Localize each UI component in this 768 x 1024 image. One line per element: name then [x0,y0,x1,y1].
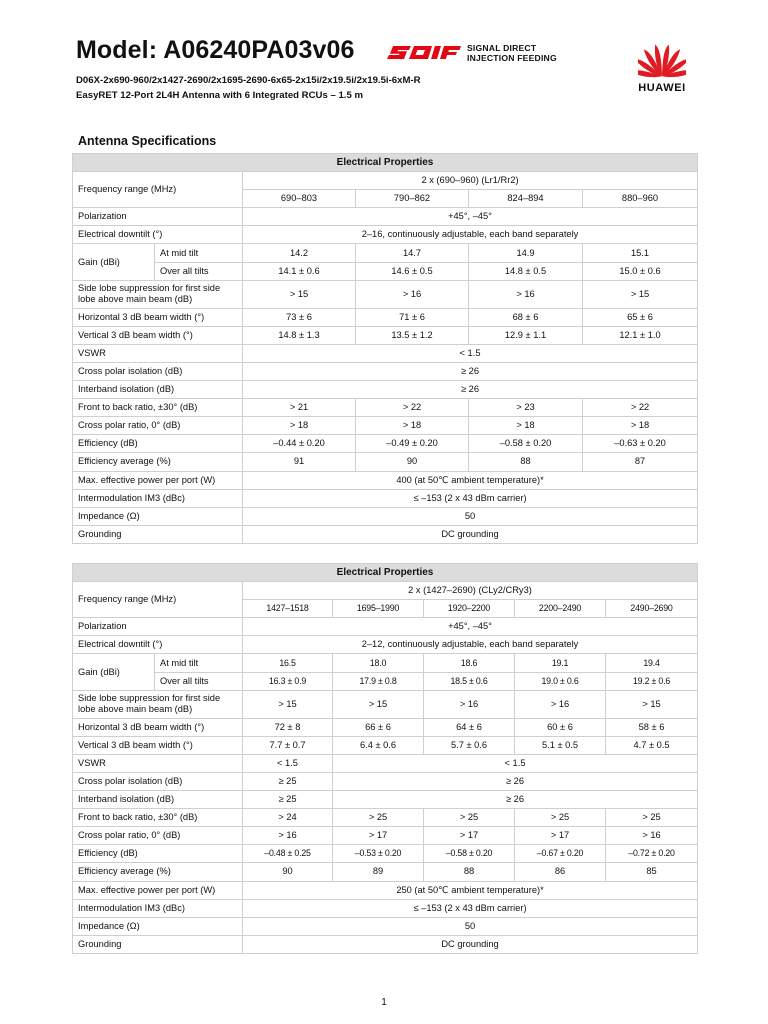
table-row [73,863,698,881]
cell-value: 50 [243,507,698,525]
table-row [73,809,698,827]
row-label-side-lobe: Side lobe suppression for first side lobe above main beam (dB) [73,280,243,308]
row-label-im3: Intermodulation IM3 (dBc) [73,899,243,917]
row-label-cross-polar-isolation: Cross polar isolation (dB) [73,772,243,790]
row-label-front-to-back: Front to back ratio, ±30° (dB) [73,399,243,417]
frequency-group-header: 2 x (690–960) (Lr1/Rr2) [243,172,698,190]
model-description: EasyRET 12-Port 2L4H Antenna with 6 Integrated RCUs – 1.5 m [76,90,363,101]
table-row [73,618,698,636]
table-header-row [73,564,698,582]
cell-value: 58 ± 6 [606,718,698,736]
cell-value: 16.3 ± 0.9 [243,672,333,690]
section-title: Antenna Specifications [78,134,217,148]
cell-value: 18.6 [424,654,515,672]
cell-value: 14.8 ± 1.3 [243,326,356,344]
cell-value: > 16 [356,280,469,308]
cell-value: 87 [583,453,698,471]
row-label-vswr: VSWR [73,754,243,772]
cell-value: 89 [333,863,424,881]
cell-value: –0.48 ± 0.25 [243,845,333,863]
table-row [73,453,698,471]
model-subtitle [76,73,421,103]
cell-value: +45°, –45° [243,618,698,636]
table-row [73,280,698,308]
sdif-line-1: SIGNAL DIRECT [467,43,537,53]
row-sublabel-all-tilts: Over all tilts [155,262,243,280]
frequency-group-header: 2 x (1427–2690) (CLy2/CRy3) [243,582,698,600]
cell-value: > 25 [424,809,515,827]
table-row [73,435,698,453]
huawei-flower-icon [638,40,686,78]
cell-value: 4.7 ± 0.5 [606,736,698,754]
cell-value: –0.49 ± 0.20 [356,435,469,453]
cell-value: 7.7 ± 0.7 [243,736,333,754]
model-code: D06X-2x690-960/2x1427-2690/2x1695-2690-6x65-2x15i/2x19.5i/2x19.5i-6xM-R [76,75,421,86]
table-row [73,525,698,543]
row-label-cross-polar-ratio: Cross polar ratio, 0° (dB) [73,417,243,435]
band-header: 1427–1518 [243,600,333,618]
cell-value: –0.58 ± 0.20 [424,845,515,863]
cell-value: 19.4 [606,654,698,672]
row-label-grounding: Grounding [73,935,243,953]
cell-value: DC grounding [243,935,698,953]
row-label-efficiency: Efficiency (dB) [73,435,243,453]
cell-value: > 23 [469,399,583,417]
cell-value: 17.9 ± 0.8 [333,672,424,690]
high-band-spec-table [72,563,698,954]
cell-value: > 18 [356,417,469,435]
cell-value: < 1.5 [333,754,698,772]
cell-value: > 18 [469,417,583,435]
row-label-v-beam: Vertical 3 dB beam width (°) [73,736,243,754]
cell-value: > 25 [606,809,698,827]
cell-value: ≥ 26 [333,791,698,809]
table-row [73,917,698,935]
cell-value: > 18 [583,417,698,435]
table-row [73,582,698,600]
table-row [73,489,698,507]
cell-value: –0.44 ± 0.20 [243,435,356,453]
row-label-interband-isolation: Interband isolation (dB) [73,381,243,399]
cell-value: –0.58 ± 0.20 [469,435,583,453]
band-header: 2490–2690 [606,600,698,618]
cell-value: < 1.5 [243,754,333,772]
row-label-vswr: VSWR [73,344,243,362]
cell-value: 88 [424,863,515,881]
cell-value: 85 [606,863,698,881]
cell-value: 6.4 ± 0.6 [333,736,424,754]
row-sublabel-mid-tilt: At mid tilt [155,654,243,672]
cell-value: 18.5 ± 0.6 [424,672,515,690]
band-header: 1920–2200 [424,600,515,618]
table-heading: Electrical Properties [73,154,698,172]
row-label-frequency: Frequency range (MHz) [73,172,243,208]
table-row [73,226,698,244]
cell-value: 90 [356,453,469,471]
cell-value: 14.7 [356,244,469,262]
cell-value: 5.7 ± 0.6 [424,736,515,754]
table-row [73,772,698,790]
cell-value: ≥ 25 [243,791,333,809]
table-row [73,172,698,190]
cell-value: 15.1 [583,244,698,262]
row-label-impedance: Impedance (Ω) [73,507,243,525]
cell-value: > 25 [515,809,606,827]
cell-value: 91 [243,453,356,471]
cell-value: > 15 [606,690,698,718]
cell-value: 68 ± 6 [469,308,583,326]
cell-value: > 16 [424,690,515,718]
cell-value: +45°, –45° [243,208,698,226]
row-label-grounding: Grounding [73,525,243,543]
row-label-cross-polar-ratio: Cross polar ratio, 0° (dB) [73,827,243,845]
cell-value: > 18 [243,417,356,435]
cell-value: > 22 [583,399,698,417]
cell-value: < 1.5 [243,344,698,362]
table-row [73,417,698,435]
cell-value: 71 ± 6 [356,308,469,326]
band-header: 1695–1990 [333,600,424,618]
cell-value: 64 ± 6 [424,718,515,736]
table-row [73,362,698,380]
cell-value: > 22 [356,399,469,417]
table-heading: Electrical Properties [73,564,698,582]
cell-value: > 16 [606,827,698,845]
huawei-logo [630,40,694,104]
table-row [73,381,698,399]
row-label-efficiency-average: Efficiency average (%) [73,863,243,881]
cell-value: 14.8 ± 0.5 [469,262,583,280]
row-label-v-beam: Vertical 3 dB beam width (°) [73,326,243,344]
cell-value: > 15 [333,690,424,718]
table-row [73,507,698,525]
table-row [73,935,698,953]
table-row [73,654,698,672]
row-sublabel-all-tilts: Over all tilts [155,672,243,690]
row-label-max-power: Max. effective power per port (W) [73,471,243,489]
table-row [73,736,698,754]
table-header-row [73,154,698,172]
table-row [73,899,698,917]
cell-value: 12.9 ± 1.1 [469,326,583,344]
row-sublabel-mid-tilt: At mid tilt [155,244,243,262]
cell-value: 86 [515,863,606,881]
cell-value: ≥ 26 [243,381,698,399]
cell-value: 90 [243,863,333,881]
huawei-wordmark: HUAWEI [638,82,686,94]
row-label-impedance: Impedance (Ω) [73,917,243,935]
cell-value: 13.5 ± 1.2 [356,326,469,344]
cell-value: > 17 [515,827,606,845]
cell-value: ≥ 25 [243,772,333,790]
cell-value: –0.72 ± 0.20 [606,845,698,863]
table-row [73,399,698,417]
cell-value: > 16 [515,690,606,718]
cell-value: DC grounding [243,525,698,543]
table-row [73,636,698,654]
row-label-polarization: Polarization [73,618,243,636]
cell-value: 15.0 ± 0.6 [583,262,698,280]
cell-value: > 24 [243,809,333,827]
cell-value: 12.1 ± 1.0 [583,326,698,344]
row-label-max-power: Max. effective power per port (W) [73,881,243,899]
table-row [73,326,698,344]
sdif-line-2: INJECTION FEEDING [467,53,557,63]
row-label-im3: Intermodulation IM3 (dBc) [73,489,243,507]
cell-value: > 25 [333,809,424,827]
cell-value: 19.0 ± 0.6 [515,672,606,690]
sdif-logo [387,43,461,63]
cell-value: –0.67 ± 0.20 [515,845,606,863]
page-number: 1 [381,997,387,1008]
cell-value: > 17 [424,827,515,845]
cell-value: 60 ± 6 [515,718,606,736]
band-header: 880–960 [583,190,698,208]
table-row [73,881,698,899]
cell-value: 400 (at 50℃ ambient temperature)* [243,471,698,489]
table-row [73,845,698,863]
sdif-caption [467,43,557,63]
table-row [73,791,698,809]
row-label-polarization: Polarization [73,208,243,226]
cell-value: 65 ± 6 [583,308,698,326]
table-row [73,471,698,489]
row-label-frequency: Frequency range (MHz) [73,582,243,618]
cell-value: > 17 [333,827,424,845]
table-row [73,208,698,226]
row-label-downtilt: Electrical downtilt (°) [73,226,243,244]
cell-value: 14.9 [469,244,583,262]
table-row [73,718,698,736]
cell-value: ≥ 26 [243,362,698,380]
cell-value: 14.6 ± 0.5 [356,262,469,280]
table-row [73,244,698,262]
table-row [73,754,698,772]
row-label-gain: Gain (dBi) [73,654,155,690]
cell-value: 72 ± 8 [243,718,333,736]
cell-value: 14.1 ± 0.6 [243,262,356,280]
row-label-cross-polar-isolation: Cross polar isolation (dB) [73,362,243,380]
table-row [73,344,698,362]
cell-value: ≤ –153 (2 x 43 dBm carrier) [243,489,698,507]
cell-value: 19.1 [515,654,606,672]
cell-value: 73 ± 6 [243,308,356,326]
cell-value: ≥ 26 [333,772,698,790]
row-label-side-lobe: Side lobe suppression for first side lobe above main beam (dB) [73,690,243,718]
cell-value: 2–12, continuously adjustable, each band separately [243,636,698,654]
table-row [73,827,698,845]
cell-value: –0.63 ± 0.20 [583,435,698,453]
cell-value: 50 [243,917,698,935]
table-row [73,262,698,280]
cell-value: –0.53 ± 0.20 [333,845,424,863]
cell-value: > 15 [583,280,698,308]
table-row [73,672,698,690]
band-header: 690–803 [243,190,356,208]
cell-value: 18.0 [333,654,424,672]
band-header: 790–862 [356,190,469,208]
row-label-downtilt: Electrical downtilt (°) [73,636,243,654]
cell-value: > 15 [243,280,356,308]
row-label-efficiency: Efficiency (dB) [73,845,243,863]
cell-value: > 16 [243,827,333,845]
cell-value: 19.2 ± 0.6 [606,672,698,690]
cell-value: 14.2 [243,244,356,262]
cell-value: 88 [469,453,583,471]
row-label-front-to-back: Front to back ratio, ±30° (dB) [73,809,243,827]
table-row [73,308,698,326]
table-row [73,690,698,718]
row-label-h-beam: Horizontal 3 dB beam width (°) [73,308,243,326]
row-label-h-beam: Horizontal 3 dB beam width (°) [73,718,243,736]
low-band-spec-table [72,153,698,544]
cell-value: > 16 [469,280,583,308]
row-label-efficiency-average: Efficiency average (%) [73,453,243,471]
cell-value: 5.1 ± 0.5 [515,736,606,754]
cell-value: > 21 [243,399,356,417]
page-title: Model: A06240PA03v06 [76,36,355,64]
row-label-gain: Gain (dBi) [73,244,155,280]
cell-value: ≤ –153 (2 x 43 dBm carrier) [243,899,698,917]
cell-value: 250 (at 50℃ ambient temperature)* [243,881,698,899]
cell-value: 2–16, continuously adjustable, each band separately [243,226,698,244]
band-header: 824–894 [469,190,583,208]
band-header: 2200–2490 [515,600,606,618]
cell-value: 16.5 [243,654,333,672]
cell-value: 66 ± 6 [333,718,424,736]
cell-value: > 15 [243,690,333,718]
row-label-interband-isolation: Interband isolation (dB) [73,791,243,809]
